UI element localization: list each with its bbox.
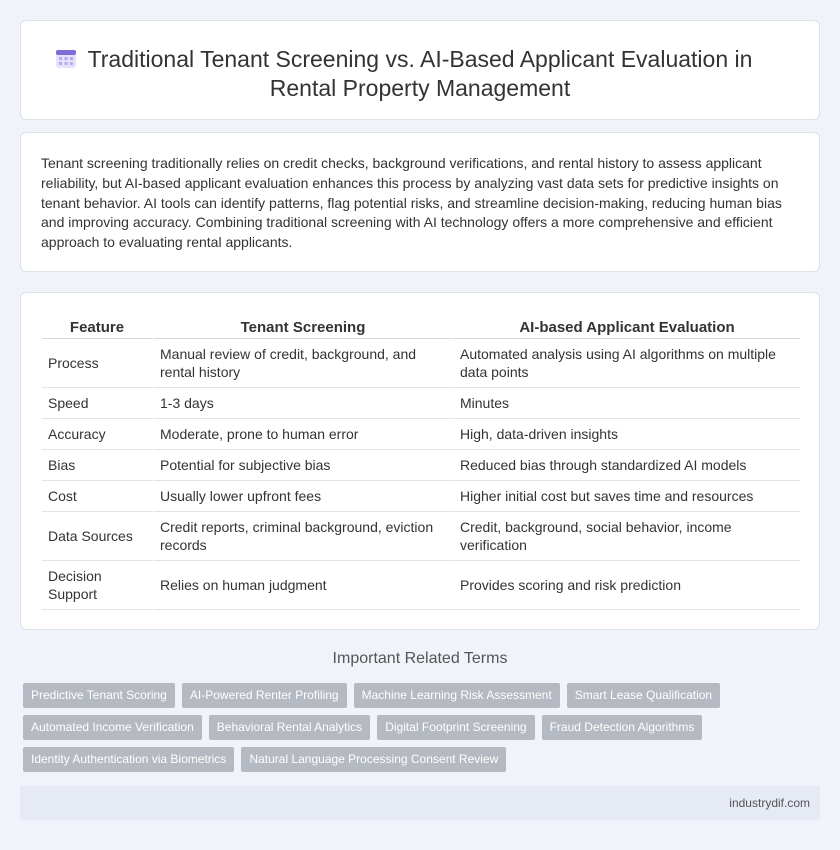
column-header-feature: Feature xyxy=(42,313,152,339)
table-cell: Decision Support xyxy=(42,561,152,610)
table-cell: Process xyxy=(42,339,152,388)
table-cell: Higher initial cost but saves time and resources xyxy=(452,481,800,512)
comparison-table xyxy=(42,313,800,610)
intro-paragraph: Tenant screening traditionally relies on credit checks, background verifications, and rental history to assess applicant reliability, but AI-based applicant evaluation enhances this process by analyzing vast data sets for predictive insights on tenant behavior. AI tools can identify patterns, flag potential risks, and streamline decision-making, reducing human bias and improving accuracy. Combining traditional screening with AI technology offers a more comprehensive and efficient approach to evaluating rental applicants. xyxy=(41,155,782,251)
table-row xyxy=(42,388,800,419)
table-cell: Speed xyxy=(42,388,152,419)
table-row xyxy=(42,512,800,561)
table-row xyxy=(42,339,800,388)
tag-row xyxy=(23,683,823,708)
term-tag[interactable]: Automated Income Verification xyxy=(23,715,202,740)
tag-row xyxy=(23,747,823,772)
term-tag[interactable]: Digital Footprint Screening xyxy=(377,715,534,740)
related-terms-list xyxy=(23,683,823,779)
term-tag[interactable]: Predictive Tenant Scoring xyxy=(23,683,175,708)
footer-bar xyxy=(20,786,820,820)
table-cell: Accuracy xyxy=(42,419,152,450)
table-header-row xyxy=(42,313,800,339)
table-cell: Manual review of credit, background, and rental history xyxy=(152,339,452,388)
table-cell: Bias xyxy=(42,450,152,481)
table-cell: Credit reports, criminal background, eviction records xyxy=(152,512,452,561)
column-header-ai-evaluation: AI-based Applicant Evaluation xyxy=(452,313,800,339)
table-cell: Automated analysis using AI algorithms on multiple data points xyxy=(452,339,800,388)
table-row xyxy=(42,481,800,512)
table-row xyxy=(42,419,800,450)
table-cell: Relies on human judgment xyxy=(152,561,452,610)
table-cell: Usually lower upfront fees xyxy=(152,481,452,512)
table-cell: High, data-driven insights xyxy=(452,419,800,450)
table-row xyxy=(42,450,800,481)
comparison-card xyxy=(20,292,820,630)
related-terms-title: Important Related Terms xyxy=(332,650,508,667)
term-tag[interactable]: Identity Authentication via Biometrics xyxy=(23,747,234,772)
table-cell: Moderate, prone to human error xyxy=(152,419,452,450)
term-tag[interactable]: Machine Learning Risk Assessment xyxy=(354,683,560,708)
term-tag[interactable]: Smart Lease Qualification xyxy=(567,683,720,708)
table-cell: Cost xyxy=(42,481,152,512)
table-cell: Minutes xyxy=(452,388,800,419)
intro-card xyxy=(20,132,820,272)
footer-source: industrydif.com xyxy=(729,796,810,810)
column-header-tenant-screening: Tenant Screening xyxy=(152,313,452,339)
table-cell: Credit, background, social behavior, income verification xyxy=(452,512,800,561)
table-cell: Data Sources xyxy=(42,512,152,561)
table-row xyxy=(42,561,800,610)
table-cell: 1-3 days xyxy=(152,388,452,419)
page-title-line-1: Traditional Tenant Screening vs. AI-Based Applicant Evaluation in xyxy=(87,46,753,72)
tag-row xyxy=(23,715,823,740)
term-tag[interactable]: Natural Language Processing Consent Review xyxy=(241,747,506,772)
table-cell: Reduced bias through standardized AI models xyxy=(452,450,800,481)
table-cell: Provides scoring and risk prediction xyxy=(452,561,800,610)
header-card xyxy=(20,20,820,120)
page-title xyxy=(21,45,819,103)
term-tag[interactable]: Fraud Detection Algorithms xyxy=(542,715,703,740)
table-cell: Potential for subjective bias xyxy=(152,450,452,481)
term-tag[interactable]: AI-Powered Renter Profiling xyxy=(182,683,347,708)
page-title-line-2: Rental Property Management xyxy=(269,75,571,101)
term-tag[interactable]: Behavioral Rental Analytics xyxy=(209,715,370,740)
